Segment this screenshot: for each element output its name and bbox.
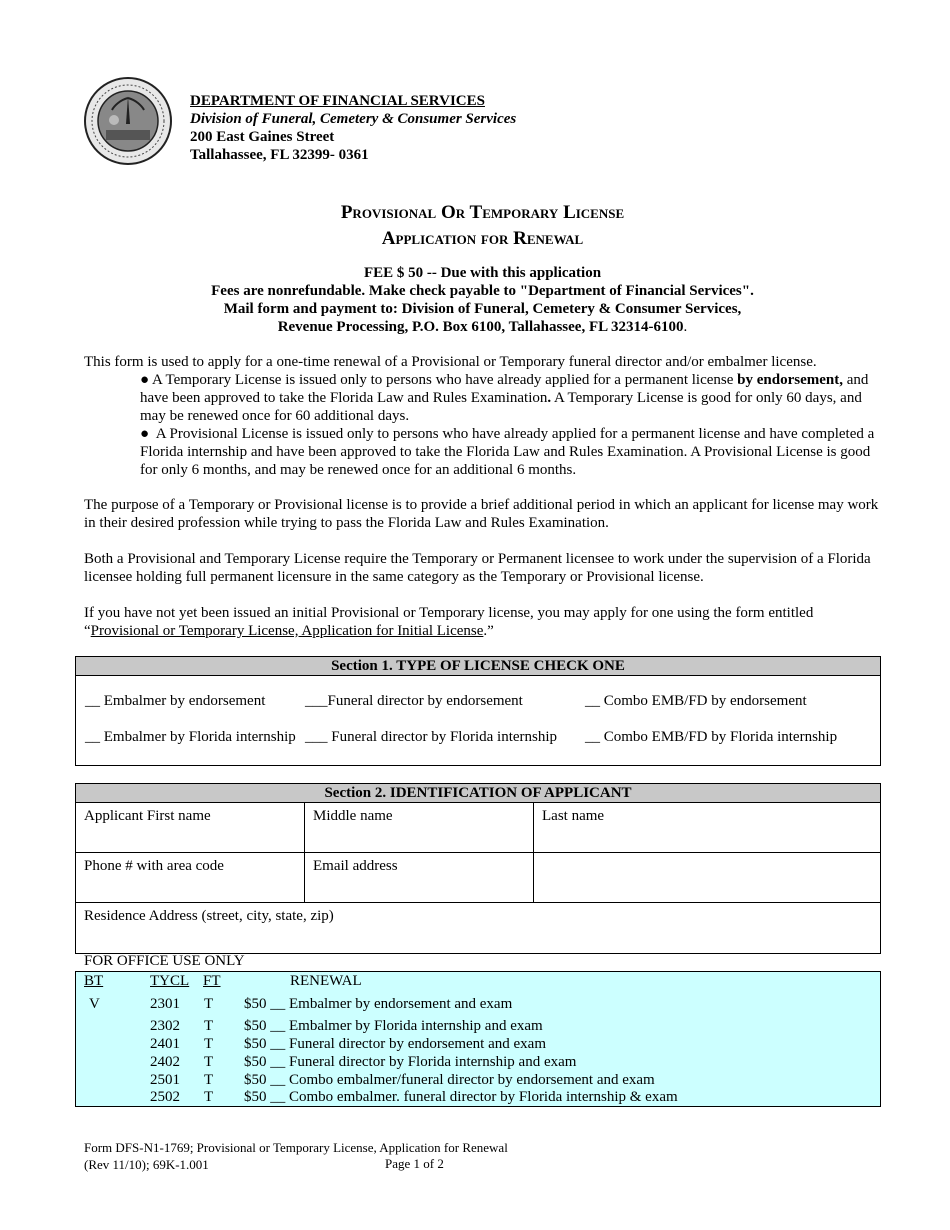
- bt-value: V: [89, 996, 100, 1012]
- option-combo-internship[interactable]: __ Combo EMB/FD by Florida internship: [585, 729, 838, 745]
- form-title-line2: Application for Renewal: [381, 228, 584, 249]
- bullet-icon: ●: [140, 372, 150, 388]
- ft-value: T: [204, 1018, 214, 1034]
- initial-license-paragraph: [84, 604, 884, 640]
- section-2-heading: Section 2. IDENTIFICATION OF APPLICANT: [76, 784, 880, 803]
- tycl-value: 2501: [150, 1072, 180, 1088]
- ft-value: T: [204, 1036, 214, 1052]
- renewal-desc: $50 __ Funeral director by Florida internship and exam: [244, 1054, 577, 1070]
- ft-value: T: [204, 1072, 214, 1088]
- provisional-license-bullet: [140, 425, 885, 479]
- section-2-identification: [75, 783, 881, 954]
- intro-text: This form is used to apply for a one-time renewal of a Provisional or Temporary funeral director and/or embalmer license.: [84, 354, 817, 370]
- renewal-desc: $50 __ Embalmer by Florida internship and exam: [244, 1018, 543, 1034]
- division-name: Division of Funeral, Cemetery & Consumer Services: [190, 111, 517, 127]
- supervision-paragraph: Both a Provisional and Temporary License require the Temporary or Permanent licensee to work under the supervision of a Florida licensee holding full permanent licensure in the same category as the Temporary or Provisional license.: [84, 551, 871, 585]
- initial-license-text: If you have not yet been issued an initial Provisional or Temporary license, you may apply for one using the form entitled “: [84, 605, 814, 639]
- office-use-table: [75, 971, 881, 1107]
- option-combo-endorsement[interactable]: __ Combo EMB/FD by endorsement: [585, 693, 807, 709]
- email-field[interactable]: [305, 852, 533, 902]
- form-footer: [84, 1139, 508, 1173]
- renewal-desc: $50 __ Combo embalmer/funeral director by endorsement and exam: [244, 1072, 655, 1088]
- col-tycl-header: TYCL: [150, 973, 190, 989]
- license-bullets: [140, 371, 885, 479]
- form-title: [0, 200, 950, 252]
- tycl-value: 2302: [150, 1018, 180, 1034]
- revision: (Rev 11/10); 69K-1.001: [84, 1157, 209, 1172]
- initial-license-text-end: .”: [483, 623, 494, 639]
- state-seal-icon: [82, 76, 174, 166]
- mail-line: Mail form and payment to: Division of Funeral, Cemetery & Consumer Services,: [223, 301, 742, 317]
- option-funeral-director-internship[interactable]: ___ Funeral director by Florida internship: [305, 729, 558, 745]
- initial-license-form-link[interactable]: Provisional or Temporary License, Application for Initial License: [90, 623, 484, 639]
- residence-address-field[interactable]: [76, 902, 880, 952]
- form-title-line1: Provisional Or Temporary License: [340, 202, 625, 223]
- middle-name-label: Middle name: [313, 808, 393, 824]
- tycl-value: 2502: [150, 1089, 180, 1105]
- last-name-field[interactable]: [534, 802, 880, 852]
- page-number: Page 1 of 2: [385, 1156, 444, 1171]
- nonrefundable-line: Fees are nonrefundable. Make check payable to "Department of Financial Services".: [211, 283, 754, 299]
- section-1-heading: Section 1. TYPE OF LICENSE CHECK ONE: [76, 657, 880, 676]
- fee-line: FEE $ 50 -- Due with this application: [363, 265, 602, 281]
- ft-value: T: [204, 996, 214, 1012]
- renewal-desc: $50 __ Embalmer by endorsement and exam: [244, 996, 513, 1012]
- tycl-value: 2402: [150, 1054, 180, 1070]
- purpose-paragraph: The purpose of a Temporary or Provisional license is to provide a brief additional period in which an applicant for license may work in their desired profession while trying to pass the Florida Law and Rules Examination.: [84, 497, 879, 531]
- blank-field[interactable]: [534, 852, 880, 902]
- phone-field[interactable]: [76, 852, 304, 902]
- form-id: Form DFS-N1-1769; Provisional or Temporary License, Application for Renewal: [84, 1140, 508, 1155]
- renewal-desc: $50 __ Combo embalmer. funeral director by Florida internship & exam: [244, 1089, 678, 1105]
- middle-name-field[interactable]: [305, 802, 533, 852]
- fee-instructions: [0, 264, 950, 336]
- address-line: [0, 318, 950, 336]
- city-address: Tallahassee, FL 32399- 0361: [190, 147, 369, 163]
- renewal-desc: $50 __ Funeral director by endorsement and exam: [244, 1036, 546, 1052]
- department-header: [190, 92, 516, 164]
- temporary-bullet-text-3: A Temporary License is good for only 60 days, and may be renewed once for 60 additional days.: [140, 390, 862, 424]
- temporary-bullet-text-1: A Temporary License is issued only to persons who have already applied for a permanent license: [152, 372, 738, 388]
- email-label: Email address: [313, 858, 398, 874]
- temporary-license-bullet: [140, 371, 885, 425]
- last-name-label: Last name: [542, 808, 605, 824]
- provisional-bullet-text: A Provisional License is issued only to persons who have already applied for a permanent license and have completed a Florida internship and have been approved to take the Florida Law and Rules Examination. A Provisional License is good for only 6 months, and may be renewed once for an additional 6 months.: [140, 426, 875, 478]
- option-funeral-director-endorsement[interactable]: ___Funeral director by endorsement: [305, 693, 523, 709]
- col-bt-header: BT: [84, 973, 104, 989]
- residence-address-label: Residence Address (street, city, state, zip): [84, 908, 334, 924]
- tycl-value: 2401: [150, 1036, 180, 1052]
- street-address: 200 East Gaines Street: [190, 129, 335, 145]
- tycl-value: 2301: [150, 996, 180, 1012]
- first-name-field[interactable]: [76, 802, 304, 852]
- option-embalmer-endorsement[interactable]: __ Embalmer by endorsement: [85, 693, 266, 709]
- section-1-license-type: [75, 656, 881, 766]
- temporary-bullet-text-2: and have been approved to take the Florida Law and Rules Examination: [140, 372, 869, 406]
- col-renewal-header: RENEWAL: [290, 973, 362, 989]
- office-use-label: FOR OFFICE USE ONLY: [84, 953, 245, 969]
- option-embalmer-internship[interactable]: __ Embalmer by Florida internship: [85, 729, 296, 745]
- temporary-bullet-period: .: [547, 390, 552, 406]
- phone-label: Phone # with area code: [84, 858, 224, 874]
- address-line-period: .: [683, 319, 688, 335]
- ft-value: T: [204, 1089, 214, 1105]
- col-ft-header: FT: [203, 973, 221, 989]
- temporary-bullet-bold: by endorsement,: [737, 372, 843, 388]
- bullet-icon: ●: [140, 426, 150, 442]
- ft-value: T: [204, 1054, 214, 1070]
- department-name: DEPARTMENT OF FINANCIAL SERVICES: [190, 93, 485, 109]
- revenue-address: Revenue Processing, P.O. Box 6100, Tallahassee, FL 32314-6100: [277, 319, 684, 335]
- first-name-label: Applicant First name: [84, 808, 211, 824]
